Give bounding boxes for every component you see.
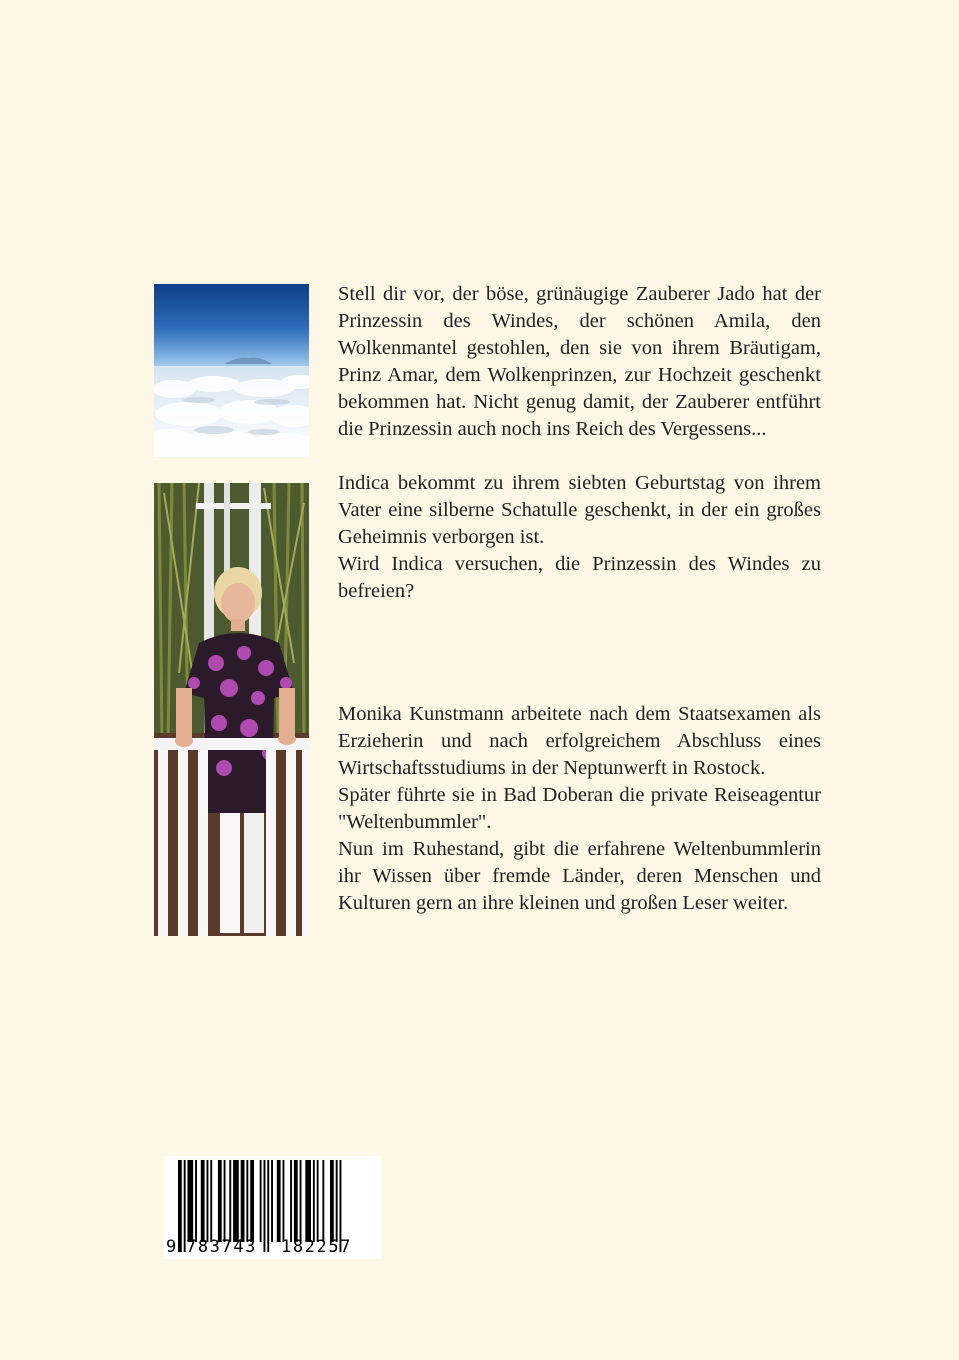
barcode-bar xyxy=(294,1160,298,1242)
barcode-bar xyxy=(290,1160,292,1242)
barcode-bar xyxy=(317,1160,319,1242)
blurb-continuation-section xyxy=(338,470,821,605)
barcode-bar xyxy=(188,1160,194,1242)
blurb-question: Wird Indica versuchen, die Prinzessin des Windes zu befreien? xyxy=(338,553,821,602)
author-portrait-image xyxy=(154,483,309,936)
author-bio-paragraph: Nun im Ruhestand, gibt die erfahrene Weltenbummlerin ihr Wissen über fremde Länder, deren Menschen und Kulturen gern an ihre kleinen und großen Leser weiter. xyxy=(338,838,821,914)
barcode-bar xyxy=(201,1160,205,1242)
barcode-bar xyxy=(210,1160,212,1242)
barcode-bar xyxy=(229,1160,231,1242)
barcode-bar xyxy=(260,1160,262,1242)
blurb-section xyxy=(338,281,821,443)
barcode-bar xyxy=(300,1160,302,1242)
barcode-bar xyxy=(313,1160,315,1242)
barcode-bar xyxy=(241,1160,245,1242)
barcode-bar xyxy=(267,1160,269,1252)
barcode-bar xyxy=(178,1160,182,1252)
barcode-bar xyxy=(224,1160,226,1242)
barcode-bar xyxy=(283,1160,285,1242)
cloud-sea-photo xyxy=(154,284,309,457)
blurb-paragraph: Indica bekommt zu ihrem siebten Geburtstag von ihrem Vater eine silberne Schatulle geschenkt, in der ein großes Geheimnis verborgen ist. xyxy=(338,472,821,548)
author-bio-paragraph: Monika Kunstmann arbeitete nach dem Staatsexamen als Erzieherin und nach erfolgreichem Abschluss eines Wirtschaftsstudiums in der Neptunwerft in Rostock. xyxy=(338,703,821,779)
cloud-sea-image xyxy=(154,284,309,457)
barcode-bar xyxy=(250,1160,254,1242)
barcode-bar xyxy=(336,1160,338,1242)
author-portrait-photo xyxy=(154,483,309,936)
barcode-first-digit: 9 xyxy=(166,1237,178,1257)
blurb-paragraph: Stell dir vor, der böse, grünäugige Zauberer Jado hat der Prinzessin des Windes, der schönen Amila, den Wolkenmantel gestohlen, den sie von ihrem Bräutigam, Prinz Amar, dem Wolkenprinzen, zur Hochzeit geschenkt bekommen hat. Nicht genug damit, der Zauberer entführt die Prinzessin auch noch ins Reich des Vergessens... xyxy=(338,283,821,440)
barcode-bar xyxy=(233,1160,239,1242)
isbn-barcode xyxy=(164,1156,381,1259)
barcode-bar xyxy=(330,1160,334,1242)
barcode-bar xyxy=(271,1160,273,1242)
barcode-digit-group-left: 783743 xyxy=(186,1237,258,1257)
barcode-bar xyxy=(218,1160,222,1242)
barcode-bar xyxy=(277,1160,281,1242)
author-bio-paragraph: Später führte sie in Bad Doberan die private Reiseagentur "Weltenbummler". xyxy=(338,784,821,833)
barcode-bar xyxy=(322,1160,324,1242)
barcode-digit-group-right: 182257 xyxy=(281,1237,353,1257)
barcode-bar xyxy=(305,1160,311,1242)
barcode-bar xyxy=(246,1160,248,1242)
barcode-bar xyxy=(264,1160,266,1252)
barcode-bar xyxy=(207,1160,209,1242)
barcode-bar xyxy=(195,1160,197,1242)
author-bio-section xyxy=(338,701,821,917)
